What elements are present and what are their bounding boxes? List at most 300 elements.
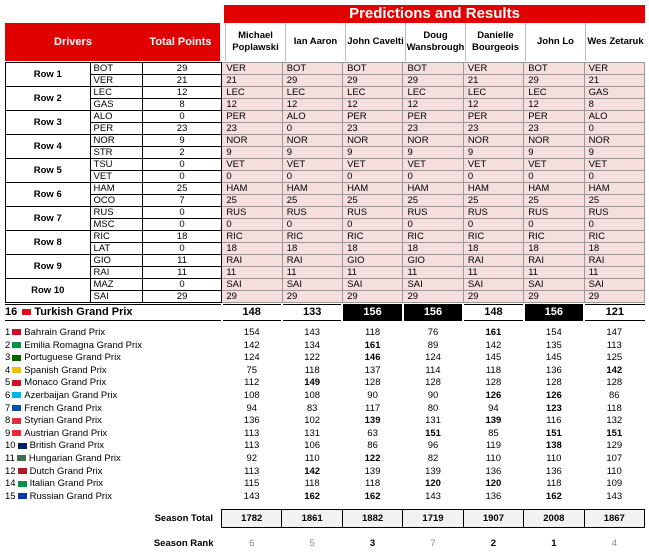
race-name: Styrian Grand Prix xyxy=(24,415,102,427)
season-total-row xyxy=(5,510,645,528)
row-line xyxy=(6,279,645,291)
race-row xyxy=(5,377,645,390)
pick-driver: VER xyxy=(463,63,523,75)
race-score: 143 xyxy=(243,490,260,502)
race-row xyxy=(5,365,645,378)
pick-points: 9 xyxy=(524,147,584,159)
scores-table xyxy=(5,304,645,552)
race-name: Azerbaijan Grand Prix xyxy=(24,389,118,401)
pick-driver: HAM xyxy=(403,183,463,195)
race-name: French Grand Prix xyxy=(24,402,102,414)
season-rank-value: 4 xyxy=(611,538,617,550)
race-score: 151 xyxy=(425,427,441,439)
pick-driver: RUS xyxy=(463,207,523,219)
pick-points: 18 xyxy=(584,243,644,255)
race-score: 80 xyxy=(427,402,439,414)
season-rank-value: 6 xyxy=(249,538,255,550)
row-line xyxy=(6,195,645,207)
race-score: 94 xyxy=(488,402,499,414)
race-score: 125 xyxy=(606,352,623,364)
country-flag-icon xyxy=(12,430,21,436)
row-label: Row 3 xyxy=(6,111,91,135)
pick-driver: NOR xyxy=(463,135,523,147)
race-score: 120 xyxy=(425,478,441,490)
pick-points: 25 xyxy=(584,195,644,207)
race-name: Italian Grand Prix xyxy=(29,478,103,490)
row-line xyxy=(6,99,645,111)
row-line xyxy=(6,171,645,183)
row-label: Row 1 xyxy=(6,63,91,87)
row-driver-points: 2 xyxy=(142,147,221,159)
pick-driver: RUS xyxy=(524,207,584,219)
race-score: 162 xyxy=(364,490,381,502)
race-score: 110 xyxy=(304,452,320,464)
race-score: 82 xyxy=(427,452,439,464)
pick-driver: RUS xyxy=(222,207,282,219)
race-number: 4 xyxy=(5,364,11,376)
pick-points: 0 xyxy=(343,219,403,231)
pick-points: 0 xyxy=(584,219,644,231)
race-row xyxy=(5,403,645,416)
country-flag-icon xyxy=(12,418,21,424)
race-name: Emilia Romagna Grand Prix xyxy=(24,339,143,351)
race-score: 128 xyxy=(364,377,381,389)
race-score: 122 xyxy=(304,352,321,364)
race-score: 113 xyxy=(606,339,622,351)
season-total-value: 1907 xyxy=(463,510,523,528)
row-driver-points: 0 xyxy=(142,279,221,291)
pick-driver: RAI xyxy=(222,255,282,267)
race-score: 145 xyxy=(485,352,502,364)
row-label: Row 6 xyxy=(6,183,91,207)
country-flag-icon xyxy=(12,405,21,411)
race-score: 113 xyxy=(244,465,260,477)
row-label: Row 9 xyxy=(6,255,91,279)
pick-points: 8 xyxy=(584,99,644,111)
pick-points: 29 xyxy=(282,75,342,87)
pick-points: 11 xyxy=(282,267,342,279)
current-race-score: 148 xyxy=(463,305,523,321)
race-score: 126 xyxy=(545,389,562,401)
pick-points: 12 xyxy=(403,99,463,111)
row-driver-points: 9 xyxy=(142,135,221,147)
row-driver-points: 21 xyxy=(142,75,221,87)
pick-driver: HAM xyxy=(343,183,403,195)
row-driver-points: 0 xyxy=(142,111,221,123)
race-score: 134 xyxy=(304,339,321,351)
pick-points: 0 xyxy=(403,171,463,183)
race-score: 63 xyxy=(367,427,378,439)
race-score: 162 xyxy=(545,490,562,502)
race-score: 142 xyxy=(606,364,623,376)
pick-driver: SAI xyxy=(524,279,584,291)
race-number: 9 xyxy=(5,427,11,439)
race-score: 96 xyxy=(427,440,439,452)
race-score: 151 xyxy=(606,427,623,439)
country-flag-icon xyxy=(12,342,21,348)
season-total-value: 1882 xyxy=(342,510,402,528)
turkey-flag-icon xyxy=(22,309,31,315)
race-score: 90 xyxy=(427,389,439,401)
race-score: 142 xyxy=(243,339,260,351)
race-score: 128 xyxy=(425,377,441,389)
pick-driver: RIC xyxy=(524,231,584,243)
current-race-score: 121 xyxy=(584,305,644,321)
pick-driver: VET xyxy=(343,159,403,171)
pick-points: 11 xyxy=(524,267,584,279)
race-score: 113 xyxy=(244,440,260,452)
pick-points: 29 xyxy=(584,291,644,303)
row-driver-points: 0 xyxy=(142,171,221,183)
race-score: 106 xyxy=(304,440,321,452)
race-score: 132 xyxy=(606,415,623,427)
pick-driver: BOT xyxy=(282,63,342,75)
race-name: Hungarian Grand Prix xyxy=(28,452,121,464)
race-score: 118 xyxy=(304,364,320,376)
row-driver: TSU xyxy=(90,159,142,171)
row-driver: GAS xyxy=(90,99,142,111)
season-rank-label: Season Rank xyxy=(153,538,214,550)
pick-driver: RIC xyxy=(222,231,282,243)
pick-driver: RAI xyxy=(584,255,644,267)
race-score: 118 xyxy=(304,478,320,490)
current-race-score: 156 xyxy=(403,305,463,321)
pick-driver: RIC xyxy=(282,231,342,243)
pick-driver: RUS xyxy=(403,207,463,219)
race-score: 126 xyxy=(485,389,502,401)
race-name: Russian Grand Prix xyxy=(29,490,112,502)
pick-points: 11 xyxy=(584,267,644,279)
season-total-value: 1719 xyxy=(403,510,463,528)
pick-points: 29 xyxy=(524,291,584,303)
country-flag-icon xyxy=(17,455,26,461)
country-flag-icon xyxy=(18,468,27,474)
row-driver: VER xyxy=(90,75,142,87)
pick-driver: VET xyxy=(403,159,463,171)
race-score: 110 xyxy=(485,452,501,464)
pick-points: 11 xyxy=(403,267,463,279)
season-total-value: 1867 xyxy=(584,510,644,528)
race-score: 146 xyxy=(364,352,381,364)
pick-driver: RIC xyxy=(584,231,644,243)
race-number: 15 xyxy=(5,490,16,502)
pick-driver: NOR xyxy=(524,135,584,147)
predictor-header: Doug Wansbrough xyxy=(405,23,465,61)
pick-driver: RAI xyxy=(282,255,342,267)
race-score: 151 xyxy=(545,427,562,439)
pick-driver: RIC xyxy=(463,231,523,243)
race-score: 136 xyxy=(545,465,562,477)
race-name: Dutch Grand Prix xyxy=(29,465,103,477)
pick-points: 0 xyxy=(222,171,282,183)
row-line xyxy=(6,243,645,255)
race-score: 108 xyxy=(304,389,321,401)
pick-driver: HAM xyxy=(524,183,584,195)
row-driver: RUS xyxy=(90,207,142,219)
race-score: 113 xyxy=(244,427,260,439)
race-row xyxy=(5,491,645,504)
pick-points: 0 xyxy=(403,219,463,231)
race-number: 7 xyxy=(5,402,11,414)
country-flag-icon xyxy=(12,367,21,373)
country-flag-icon xyxy=(12,380,21,386)
race-score: 109 xyxy=(606,478,623,490)
race-score: 131 xyxy=(425,415,441,427)
current-race-number: 16 xyxy=(5,306,18,319)
pick-driver: SAI xyxy=(403,279,463,291)
pick-driver: HAM xyxy=(222,183,282,195)
pick-points: 0 xyxy=(584,171,644,183)
row-driver: GIO xyxy=(90,255,142,267)
race-score: 92 xyxy=(246,452,258,464)
race-score: 149 xyxy=(304,377,321,389)
pick-driver: VET xyxy=(463,159,523,171)
row-driver-points: 7 xyxy=(142,195,221,207)
pick-points: 25 xyxy=(463,195,523,207)
row-driver-points: 0 xyxy=(142,243,221,255)
row-line xyxy=(6,291,645,303)
pick-driver: ALO xyxy=(584,111,644,123)
pick-driver: SAI xyxy=(222,279,282,291)
row-driver: VET xyxy=(90,171,142,183)
race-row xyxy=(5,466,645,479)
pick-points: 0 xyxy=(343,171,403,183)
race-name: Spanish Grand Prix xyxy=(24,364,107,376)
race-row xyxy=(5,327,645,340)
pick-driver: NOR xyxy=(403,135,463,147)
pick-points: 0 xyxy=(282,171,342,183)
row-line xyxy=(6,135,645,147)
pick-driver: NOR xyxy=(222,135,282,147)
pick-driver: PER xyxy=(524,111,584,123)
predictor-header: John Lo xyxy=(525,23,585,61)
row-driver-points: 18 xyxy=(142,231,221,243)
race-score: 139 xyxy=(364,415,381,427)
pick-points: 9 xyxy=(584,147,644,159)
pick-driver: RIC xyxy=(343,231,403,243)
race-score: 161 xyxy=(485,327,502,338)
pick-driver: NOR xyxy=(343,135,403,147)
race-score: 154 xyxy=(545,327,562,338)
pick-driver: LEC xyxy=(222,87,282,99)
drivers-header: Drivers xyxy=(5,23,141,61)
pick-points: 25 xyxy=(222,195,282,207)
row-line xyxy=(6,267,645,279)
country-flag-icon xyxy=(12,392,21,398)
row-line xyxy=(6,219,645,231)
pick-points: 0 xyxy=(524,219,584,231)
pick-driver: VET xyxy=(584,159,644,171)
row-line xyxy=(6,231,645,243)
race-score: 137 xyxy=(364,364,381,376)
row-driver-points: 11 xyxy=(142,255,221,267)
race-row xyxy=(5,352,645,365)
season-rank-value: 5 xyxy=(309,538,315,550)
race-number: 11 xyxy=(5,452,15,464)
pick-points: 9 xyxy=(403,147,463,159)
pick-driver: SAI xyxy=(343,279,403,291)
row-driver: ALO xyxy=(90,111,142,123)
race-score: 139 xyxy=(425,465,441,477)
race-row xyxy=(5,440,645,453)
race-score: 142 xyxy=(485,339,502,351)
race-name: British Grand Prix xyxy=(29,440,105,452)
race-score: 86 xyxy=(608,389,620,401)
pick-points: 29 xyxy=(282,291,342,303)
total-points-header: Total Points xyxy=(141,23,220,61)
pick-points: 18 xyxy=(222,243,282,255)
race-number: 2 xyxy=(5,339,11,351)
pick-points: 29 xyxy=(343,291,403,303)
pick-points: 11 xyxy=(463,267,523,279)
race-score: 115 xyxy=(244,478,260,490)
country-flag-icon xyxy=(18,443,27,449)
race-score: 123 xyxy=(545,402,562,414)
race-score: 110 xyxy=(546,452,562,464)
current-race-score: 156 xyxy=(342,305,402,321)
rows-table xyxy=(5,62,645,303)
race-score: 120 xyxy=(485,478,502,490)
predictor-header: Ian Aaron xyxy=(285,23,345,61)
race-score: 124 xyxy=(243,352,260,364)
pick-points: 12 xyxy=(463,99,523,111)
pick-driver: LEC xyxy=(463,87,523,99)
race-name: Austrian Grand Prix xyxy=(24,427,108,439)
race-score: 142 xyxy=(304,465,321,477)
race-row xyxy=(5,340,645,353)
race-score: 118 xyxy=(364,327,381,338)
predictor-header: Michael Poplawski xyxy=(225,23,285,61)
pick-points: 21 xyxy=(584,75,644,87)
row-line xyxy=(6,255,645,267)
pick-points: 29 xyxy=(403,291,463,303)
row-driver: PER xyxy=(90,123,142,135)
pick-points: 23 xyxy=(524,123,584,135)
pick-points: 9 xyxy=(463,147,523,159)
season-rank-value: 7 xyxy=(430,538,436,550)
row-line xyxy=(6,183,645,195)
row-driver: MSC xyxy=(90,219,142,231)
pick-points: 0 xyxy=(282,219,342,231)
pick-driver: HAM xyxy=(463,183,523,195)
pick-driver: VER xyxy=(222,63,282,75)
season-rank-value: 3 xyxy=(369,538,376,550)
race-name: Portuguese Grand Prix xyxy=(24,352,121,364)
race-score: 124 xyxy=(425,352,441,364)
race-score: 136 xyxy=(545,364,562,376)
race-score: 128 xyxy=(545,377,562,389)
pick-points: 0 xyxy=(282,123,342,135)
pick-driver: LEC xyxy=(403,87,463,99)
season-rank-value: 1 xyxy=(551,538,557,550)
pick-points: 25 xyxy=(343,195,403,207)
row-label: Row 10 xyxy=(6,279,91,303)
pick-points: 0 xyxy=(524,171,584,183)
race-score: 102 xyxy=(304,415,321,427)
pick-driver: VER xyxy=(584,63,644,75)
row-label: Row 5 xyxy=(6,159,91,183)
pick-driver: PER xyxy=(403,111,463,123)
season-rank-value: 2 xyxy=(490,538,497,550)
pick-driver: RUS xyxy=(343,207,403,219)
pick-points: 12 xyxy=(343,99,403,111)
race-row xyxy=(5,390,645,403)
country-flag-icon xyxy=(12,329,21,335)
pick-points: 29 xyxy=(463,291,523,303)
row-driver: LAT xyxy=(90,243,142,255)
pick-points: 18 xyxy=(282,243,342,255)
row-driver: HAM xyxy=(90,183,142,195)
race-number: 3 xyxy=(5,352,11,364)
pick-driver: GIO xyxy=(343,255,403,267)
pick-driver: PER xyxy=(463,111,523,123)
pick-driver: RIC xyxy=(403,231,463,243)
pick-points: 12 xyxy=(222,99,282,111)
pick-points: 9 xyxy=(282,147,342,159)
row-driver-points: 0 xyxy=(142,207,221,219)
pick-driver: HAM xyxy=(584,183,644,195)
pick-points: 18 xyxy=(524,243,584,255)
pick-points: 25 xyxy=(403,195,463,207)
race-row xyxy=(5,415,645,428)
race-score: 136 xyxy=(243,415,260,427)
row-line xyxy=(6,123,645,135)
race-score: 75 xyxy=(246,364,258,376)
row-driver-points: 8 xyxy=(142,99,221,111)
row-driver: NOR xyxy=(90,135,142,147)
row-driver: BOT xyxy=(90,63,142,75)
pick-driver: LEC xyxy=(282,87,342,99)
race-score: 117 xyxy=(364,402,381,414)
row-line xyxy=(6,75,645,87)
race-score: 128 xyxy=(485,377,502,389)
race-name: Bahrain Grand Prix xyxy=(24,327,106,338)
row-label: Row 2 xyxy=(6,87,91,111)
pick-driver: ALO xyxy=(282,111,342,123)
season-total-value: 1861 xyxy=(282,510,342,528)
race-number: 8 xyxy=(5,415,11,427)
pick-driver: HAM xyxy=(282,183,342,195)
pick-points: 29 xyxy=(524,75,584,87)
current-race-score: 133 xyxy=(282,305,342,321)
season-total-value: 2008 xyxy=(524,510,584,528)
race-score: 94 xyxy=(246,402,258,414)
banner-title: Predictions and Results xyxy=(224,5,645,23)
season-total-value: 1782 xyxy=(222,510,282,528)
race-score: 118 xyxy=(364,478,381,490)
race-score: 145 xyxy=(545,352,562,364)
current-race-name: Turkish Grand Prix xyxy=(34,306,133,319)
pick-points: 9 xyxy=(343,147,403,159)
row-label: Row 4 xyxy=(6,135,91,159)
season-total-label: Season Total xyxy=(154,512,214,524)
race-row xyxy=(5,428,645,441)
country-flag-icon xyxy=(12,355,21,361)
race-score: 118 xyxy=(485,364,501,376)
pick-points: 29 xyxy=(403,75,463,87)
race-score: 143 xyxy=(304,327,321,338)
pick-driver: SAI xyxy=(584,279,644,291)
race-score: 114 xyxy=(425,364,441,376)
race-score: 136 xyxy=(485,490,502,502)
row-driver: OCO xyxy=(90,195,142,207)
pick-points: 0 xyxy=(222,219,282,231)
row-label: Row 8 xyxy=(6,231,91,255)
pick-points: 29 xyxy=(343,75,403,87)
race-number: 6 xyxy=(5,389,11,401)
pick-driver: RUS xyxy=(584,207,644,219)
predictor-header: John Cavelti xyxy=(345,23,405,61)
